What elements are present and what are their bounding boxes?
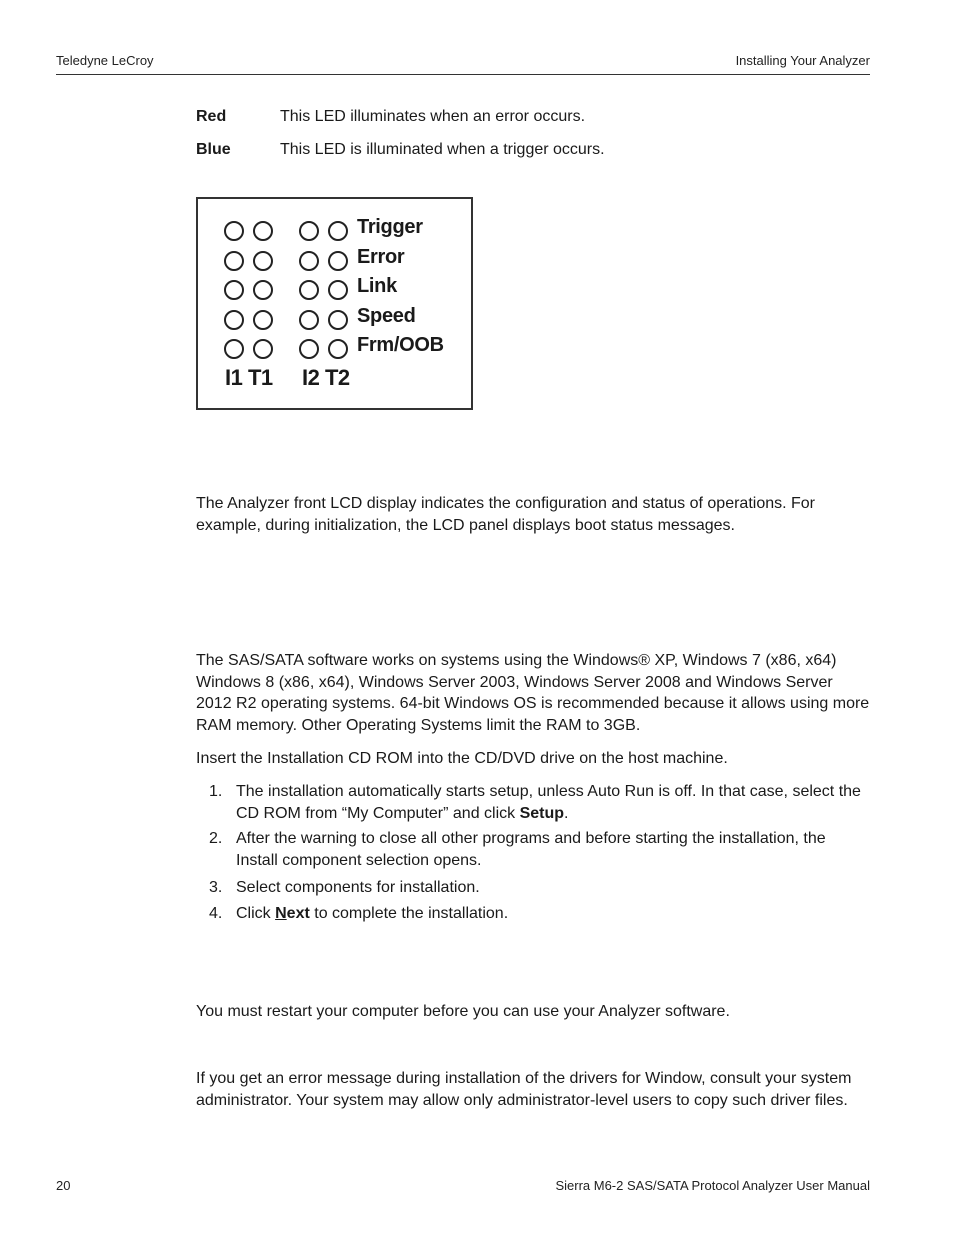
- led-def-term: Blue: [196, 141, 231, 158]
- list-item: [196, 781, 870, 824]
- step-number: 3.: [209, 878, 223, 896]
- led-indicator: [224, 221, 244, 241]
- led-indicator: [328, 280, 348, 300]
- step-text: Select components for installation.: [236, 878, 480, 896]
- led-indicator: [328, 221, 348, 241]
- port-label-1: I1 T1: [225, 365, 273, 390]
- led-row-frm-oob: [198, 334, 471, 361]
- led-label: Error: [357, 246, 405, 268]
- software-requirements-paragraph: The SAS/SATA software works on systems using the Windows® XP, Windows 7 (x86, x64) Windows 8 (x86, x64), Windows Server 2003, Windows Server 2008 and Windows Server 2012 R2 operating systems. 64-bit Windows OS is recommended because it allows using more RAM memory. Other Operating Systems limit the RAM to 3GB.: [196, 652, 870, 735]
- led-indicator: [299, 280, 319, 300]
- step-number: 4.: [209, 904, 223, 922]
- led-indicator: [299, 310, 319, 330]
- led-row-link: [198, 275, 471, 302]
- step-text: [236, 783, 861, 822]
- led-row-speed: [198, 305, 471, 332]
- led-indicator: [224, 310, 244, 330]
- led-row-trigger: [198, 216, 471, 243]
- step-next-emphasis: ext: [286, 904, 310, 922]
- led-label: Trigger: [357, 216, 423, 238]
- led-indicator: [224, 339, 244, 359]
- led-def-term: Red: [196, 108, 227, 125]
- lcd-paragraph: The Analyzer front LCD display indicates the configuration and status of operations. For example, during initialization, the LCD panel displays boot status messages.: [196, 495, 816, 534]
- led-def-desc: This LED is illuminated when a trigger occurs.: [280, 141, 605, 158]
- led-indicator: [253, 251, 273, 271]
- footer-manual-title: Sierra M6-2 SAS/SATA Protocol Analyzer User Manual: [555, 1178, 870, 1193]
- header-right: Installing Your Analyzer: [735, 53, 870, 68]
- led-indicator: [299, 339, 319, 359]
- port-label-2: I2 T2: [302, 365, 350, 390]
- header-left: Teledyne LeCroy: [56, 53, 154, 68]
- led-indicator: [224, 251, 244, 271]
- led-indicator: [328, 310, 348, 330]
- led-indicator: [299, 221, 319, 241]
- step-text: [236, 905, 508, 922]
- led-indicator: [328, 339, 348, 359]
- led-label: Frm/OOB: [357, 334, 444, 356]
- restart-paragraph: You must restart your computer before you can use your Analyzer software.: [196, 1003, 730, 1020]
- step-text-part: The installation automatically starts setup, unless Auto Run is off. In that case, select the CD ROM from “My Computer” and click: [236, 783, 861, 822]
- page-number: 20: [56, 1178, 71, 1193]
- step-text-part: to complete the installation.: [309, 904, 509, 922]
- led-def-desc: This LED illuminates when an error occurs.: [280, 108, 586, 125]
- step-text-part: Click: [236, 904, 276, 922]
- step-number: 1.: [209, 783, 223, 800]
- led-indicator: [299, 251, 319, 271]
- led-label: Speed: [357, 305, 416, 327]
- list-item: [196, 828, 870, 871]
- list-item: [196, 877, 870, 899]
- led-row-error: [198, 246, 471, 273]
- led-indicator: [253, 280, 273, 300]
- install-steps-list: [196, 781, 870, 924]
- step-setup-emphasis: Setup: [519, 804, 565, 822]
- header-rule: [56, 74, 870, 75]
- step-text-part: .: [564, 804, 569, 822]
- led-indicator: [253, 339, 273, 359]
- step-text: After the warning to close all other programs and before starting the installation, the Install component selection opens.: [236, 830, 826, 870]
- led-panel-diagram: [196, 197, 473, 410]
- insert-cd-paragraph: Insert the Installation CD ROM into the CD/DVD drive on the host machine.: [196, 750, 728, 767]
- led-indicator: [253, 221, 273, 241]
- list-item: [196, 903, 870, 925]
- led-indicator: [253, 310, 273, 330]
- step-next-mnemonic: N: [275, 904, 287, 922]
- driver-error-paragraph: If you get an error message during installation of the drivers for Window, consult your system administrator. Your system may allow only administrator-level users to copy such driver files.: [196, 1070, 852, 1109]
- led-indicator: [328, 251, 348, 271]
- step-number: 2.: [209, 830, 223, 848]
- led-label: Link: [357, 275, 397, 297]
- led-indicator: [224, 280, 244, 300]
